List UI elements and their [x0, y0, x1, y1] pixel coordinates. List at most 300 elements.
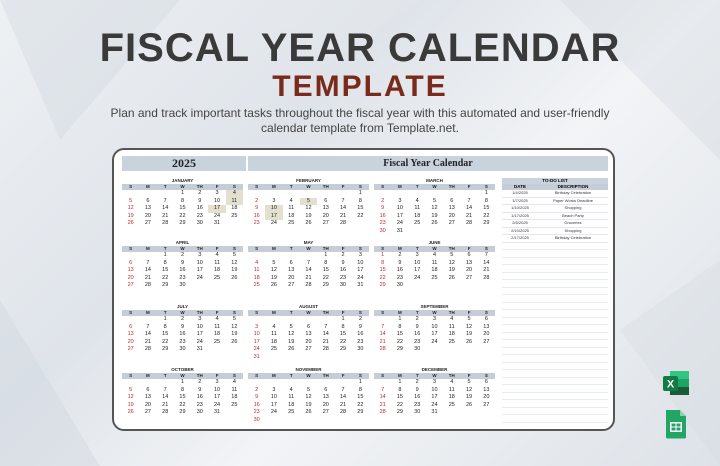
day-cell[interactable]: 13: [483, 386, 490, 393]
day-cell[interactable]: 1: [180, 190, 185, 196]
day-cell[interactable]: 4: [450, 379, 454, 385]
day-cell[interactable]: 12: [305, 205, 312, 211]
day-cell[interactable]: 5: [432, 197, 437, 204]
day-cell[interactable]: 3: [272, 197, 276, 204]
day-cell[interactable]: 8: [484, 197, 488, 204]
day-cell[interactable]: 8: [180, 197, 185, 204]
day-cell[interactable]: 24: [253, 346, 260, 352]
day-cell[interactable]: 21: [379, 401, 386, 408]
day-cell[interactable]: 14: [305, 267, 312, 273]
day-cell[interactable]: 10: [357, 259, 364, 266]
day-cell[interactable]: 20: [127, 338, 134, 345]
day-cell[interactable]: 17: [265, 213, 282, 221]
day-cell[interactable]: 29: [179, 409, 186, 415]
day-cell[interactable]: 22: [483, 212, 490, 219]
day-cell[interactable]: 24: [270, 220, 277, 226]
day-cell[interactable]: 20: [322, 212, 329, 219]
day-cell[interactable]: 19: [127, 212, 134, 219]
day-cell[interactable]: 12: [466, 323, 473, 330]
day-cell[interactable]: 29: [357, 409, 364, 415]
day-cell[interactable]: 18: [270, 338, 277, 345]
day-cell[interactable]: 31: [431, 409, 438, 415]
day-cell[interactable]: 15: [322, 267, 329, 273]
day-cell[interactable]: 21: [144, 274, 151, 281]
todo-empty-row[interactable]: [502, 363, 608, 371]
day-cell[interactable]: 18: [288, 212, 295, 219]
day-cell[interactable]: 2: [180, 316, 185, 322]
day-cell[interactable]: 25: [288, 220, 295, 226]
day-cell[interactable]: 23: [414, 338, 421, 345]
todo-empty-row[interactable]: [502, 355, 608, 363]
day-cell[interactable]: 24: [270, 409, 277, 415]
day-cell[interactable]: 4: [226, 190, 243, 198]
day-cell[interactable]: 21: [483, 267, 490, 273]
day-cell[interactable]: 6: [484, 316, 488, 322]
day-cell[interactable]: 12: [448, 259, 455, 266]
day-cell[interactable]: 10: [196, 323, 203, 330]
day-cell[interactable]: 16: [379, 212, 386, 219]
day-cell[interactable]: 27: [483, 401, 490, 408]
day-cell[interactable]: 26: [466, 338, 473, 345]
todo-empty-row[interactable]: [502, 348, 608, 356]
todo-empty-row[interactable]: [502, 415, 608, 423]
day-cell[interactable]: 15: [162, 331, 169, 337]
day-cell[interactable]: 28: [162, 409, 169, 415]
day-cell[interactable]: 20: [322, 401, 329, 408]
day-cell[interactable]: 6: [306, 323, 311, 330]
day-cell[interactable]: 5: [129, 197, 133, 204]
day-cell[interactable]: 7: [163, 386, 167, 393]
day-cell[interactable]: 13: [127, 267, 134, 273]
day-cell[interactable]: 6: [146, 386, 150, 393]
day-cell[interactable]: 12: [270, 267, 277, 273]
day-cell[interactable]: 25: [270, 346, 277, 352]
day-cell[interactable]: 9: [341, 259, 345, 266]
day-cell[interactable]: 7: [306, 259, 311, 266]
todo-empty-row[interactable]: [502, 333, 608, 341]
day-cell[interactable]: 4: [289, 197, 293, 204]
day-cell[interactable]: 28: [379, 346, 386, 352]
day-cell[interactable]: 8: [163, 259, 167, 266]
day-cell[interactable]: 29: [322, 282, 329, 288]
day-cell[interactable]: 23: [414, 401, 421, 408]
day-cell[interactable]: 9: [358, 323, 362, 330]
day-cell[interactable]: 4: [255, 259, 259, 266]
day-cell[interactable]: 3: [358, 252, 362, 258]
todo-empty-row[interactable]: [502, 378, 608, 386]
day-cell[interactable]: 31: [357, 282, 364, 288]
todo-row[interactable]: [502, 205, 608, 213]
day-cell[interactable]: 9: [180, 259, 185, 266]
day-cell[interactable]: 14: [144, 267, 151, 273]
day-cell[interactable]: 20: [144, 212, 151, 219]
day-cell[interactable]: 8: [381, 259, 385, 266]
day-cell[interactable]: 22: [322, 274, 329, 281]
day-cell[interactable]: 23: [253, 220, 260, 226]
day-cell[interactable]: 17: [196, 267, 203, 273]
day-cell[interactable]: 24: [196, 338, 203, 345]
day-cell[interactable]: 8: [398, 386, 402, 393]
day-cell[interactable]: 18: [448, 331, 455, 337]
day-cell[interactable]: 16: [414, 394, 421, 400]
day-cell[interactable]: 18: [214, 267, 221, 273]
day-cell[interactable]: 11: [231, 386, 238, 393]
day-cell[interactable]: 29: [162, 282, 169, 288]
day-cell[interactable]: 27: [466, 274, 473, 281]
day-cell[interactable]: 26: [288, 346, 295, 352]
day-cell[interactable]: 20: [127, 274, 134, 281]
day-cell[interactable]: 20: [466, 267, 473, 273]
day-cell[interactable]: 25: [214, 274, 221, 281]
day-cell[interactable]: 30: [196, 409, 203, 415]
day-cell[interactable]: 5: [129, 386, 133, 393]
day-cell[interactable]: 23: [253, 409, 260, 415]
day-cell[interactable]: 11: [226, 198, 243, 206]
day-cell[interactable]: 16: [179, 267, 186, 273]
day-cell[interactable]: 19: [231, 331, 238, 337]
day-cell[interactable]: 27: [127, 346, 134, 352]
day-cell[interactable]: 25: [288, 409, 295, 415]
day-cell[interactable]: 29: [396, 409, 403, 415]
day-cell[interactable]: 1: [398, 316, 402, 322]
day-cell[interactable]: 26: [431, 220, 438, 226]
day-cell[interactable]: 24: [196, 274, 203, 281]
day-cell[interactable]: 19: [448, 267, 455, 273]
day-cell[interactable]: 18: [431, 267, 438, 273]
day-cell[interactable]: 19: [466, 394, 473, 400]
day-cell[interactable]: 4: [215, 316, 219, 322]
day-cell[interactable]: 10: [431, 323, 438, 330]
todo-empty-row[interactable]: [502, 325, 608, 333]
day-cell[interactable]: 30: [196, 220, 203, 226]
day-cell[interactable]: 27: [322, 409, 329, 415]
day-cell[interactable]: 8: [341, 323, 345, 330]
day-cell[interactable]: 2: [198, 190, 202, 196]
day-cell[interactable]: 17: [431, 394, 438, 400]
day-cell[interactable]: 17: [270, 401, 277, 408]
todo-empty-row[interactable]: [502, 258, 608, 266]
day-cell[interactable]: 12: [127, 394, 134, 400]
excel-icon[interactable]: [661, 368, 691, 398]
day-cell[interactable]: 19: [270, 274, 277, 281]
day-cell[interactable]: 13: [288, 267, 295, 273]
day-cell[interactable]: 12: [231, 323, 238, 330]
day-cell[interactable]: 27: [483, 338, 490, 345]
todo-empty-row[interactable]: [502, 318, 608, 326]
day-cell[interactable]: 25: [231, 212, 238, 219]
todo-row[interactable]: [502, 190, 608, 198]
day-cell[interactable]: 6: [450, 197, 454, 204]
day-cell[interactable]: 26: [231, 338, 238, 345]
day-cell[interactable]: 12: [288, 331, 295, 337]
day-cell[interactable]: 29: [340, 346, 347, 352]
day-cell[interactable]: 18: [231, 205, 238, 211]
day-cell[interactable]: 23: [179, 274, 186, 281]
day-cell[interactable]: 9: [180, 323, 185, 330]
day-cell[interactable]: 31: [214, 220, 221, 226]
day-cell[interactable]: 13: [448, 205, 455, 211]
todo-empty-row[interactable]: [502, 408, 608, 416]
day-cell[interactable]: 1: [358, 190, 362, 196]
day-cell[interactable]: 7: [484, 252, 488, 258]
day-cell[interactable]: 9: [415, 323, 419, 330]
day-cell[interactable]: 5: [289, 323, 293, 330]
day-cell[interactable]: 23: [357, 338, 364, 345]
day-cell[interactable]: 22: [179, 212, 186, 219]
day-cell[interactable]: 25: [448, 338, 455, 345]
day-cell[interactable]: 10: [214, 386, 221, 393]
day-cell[interactable]: 10: [196, 259, 203, 266]
day-cell[interactable]: 7: [324, 323, 328, 330]
day-cell[interactable]: 1: [324, 252, 328, 258]
day-cell[interactable]: 25: [214, 338, 221, 345]
day-cell[interactable]: 2: [398, 252, 402, 258]
day-cell[interactable]: 11: [448, 323, 455, 330]
day-cell[interactable]: 19: [431, 212, 438, 219]
todo-empty-row[interactable]: [502, 430, 608, 431]
day-cell[interactable]: 25: [431, 274, 438, 281]
day-cell[interactable]: 4: [272, 323, 276, 330]
day-cell[interactable]: 19: [305, 212, 312, 219]
day-cell[interactable]: 22: [396, 401, 403, 408]
day-cell[interactable]: 14: [322, 331, 329, 337]
day-cell[interactable]: 14: [162, 394, 169, 400]
day-cell[interactable]: 20: [144, 401, 151, 408]
day-cell[interactable]: 6: [467, 252, 471, 258]
day-cell[interactable]: 3: [255, 323, 259, 330]
day-cell[interactable]: 21: [162, 212, 169, 219]
day-cell[interactable]: 17: [196, 331, 203, 337]
day-cell[interactable]: 14: [379, 331, 386, 337]
day-cell[interactable]: 27: [144, 220, 151, 226]
day-cell[interactable]: 2: [180, 252, 185, 258]
day-cell[interactable]: 2: [415, 316, 419, 322]
day-cell[interactable]: 28: [144, 346, 151, 352]
day-cell[interactable]: 28: [483, 274, 490, 281]
day-cell[interactable]: 10: [253, 331, 260, 337]
day-cell[interactable]: 22: [179, 401, 186, 408]
day-cell[interactable]: 16: [396, 267, 403, 273]
day-cell[interactable]: 4: [415, 197, 419, 204]
day-cell[interactable]: 25: [253, 282, 260, 288]
day-cell[interactable]: 15: [396, 394, 403, 400]
day-cell[interactable]: 22: [396, 338, 403, 345]
day-cell[interactable]: 28: [305, 282, 312, 288]
day-cell[interactable]: 19: [127, 401, 134, 408]
day-cell[interactable]: 8: [358, 197, 362, 204]
day-cell[interactable]: 19: [305, 401, 312, 408]
day-cell[interactable]: 28: [144, 282, 151, 288]
day-cell[interactable]: 30: [379, 227, 386, 234]
day-cell[interactable]: 28: [340, 409, 347, 415]
day-cell[interactable]: 31: [214, 409, 221, 415]
day-cell[interactable]: 13: [127, 331, 134, 337]
day-cell[interactable]: 30: [179, 282, 186, 288]
day-cell[interactable]: 7: [341, 197, 345, 204]
day-cell[interactable]: 25: [414, 220, 421, 226]
day-cell[interactable]: 11: [414, 205, 421, 211]
day-cell[interactable]: 13: [483, 323, 490, 330]
day-cell[interactable]: 15: [396, 331, 403, 337]
day-cell[interactable]: 23: [196, 401, 203, 408]
day-cell[interactable]: 1: [180, 379, 185, 385]
day-cell[interactable]: 16: [196, 205, 203, 211]
day-cell[interactable]: 14: [466, 205, 473, 211]
day-cell[interactable]: 22: [357, 401, 364, 408]
day-cell[interactable]: 3: [415, 252, 419, 258]
day-cell[interactable]: 30: [414, 409, 421, 415]
day-cell[interactable]: 1: [341, 316, 345, 322]
day-cell[interactable]: 15: [357, 205, 364, 211]
day-cell[interactable]: 30: [179, 346, 186, 352]
day-cell[interactable]: 26: [448, 274, 455, 281]
day-cell[interactable]: 23: [396, 274, 403, 281]
day-cell[interactable]: 3: [215, 379, 219, 385]
day-cell[interactable]: 22: [379, 274, 386, 281]
day-cell[interactable]: 14: [144, 331, 151, 337]
day-cell[interactable]: 7: [341, 386, 345, 393]
day-cell[interactable]: 26: [466, 401, 473, 408]
day-cell[interactable]: 27: [127, 282, 134, 288]
todo-empty-row[interactable]: [502, 370, 608, 378]
todo-empty-row[interactable]: [502, 393, 608, 401]
day-cell[interactable]: 24: [431, 338, 438, 345]
day-cell[interactable]: 16: [196, 394, 203, 400]
day-cell[interactable]: 13: [144, 205, 151, 211]
day-cell[interactable]: 7: [163, 197, 167, 204]
day-cell[interactable]: 17: [253, 338, 260, 345]
day-cell[interactable]: 9: [398, 259, 402, 266]
day-cell[interactable]: 5: [272, 259, 276, 266]
day-cell[interactable]: 7: [146, 259, 150, 266]
day-cell[interactable]: 3: [432, 379, 437, 385]
day-cell[interactable]: 20: [305, 338, 312, 345]
day-cell[interactable]: 15: [357, 394, 364, 400]
day-cell[interactable]: 28: [466, 220, 473, 226]
day-cell[interactable]: 7: [381, 386, 385, 393]
day-cell[interactable]: 7: [467, 197, 471, 204]
day-cell[interactable]: 8: [358, 386, 362, 393]
day-cell[interactable]: 9: [381, 205, 385, 211]
day-cell[interactable]: 24: [214, 212, 221, 219]
day-cell[interactable]: 13: [466, 259, 473, 266]
day-cell[interactable]: 8: [324, 259, 328, 266]
day-cell[interactable]: 11: [288, 394, 295, 400]
day-cell[interactable]: 28: [379, 409, 386, 415]
day-cell[interactable]: 5: [467, 379, 471, 385]
todo-row[interactable]: [502, 198, 608, 206]
day-cell[interactable]: 23: [196, 212, 203, 219]
day-cell[interactable]: 21: [305, 274, 312, 281]
day-cell[interactable]: 8: [163, 323, 167, 330]
day-cell[interactable]: 20: [448, 212, 455, 219]
todo-empty-row[interactable]: [502, 288, 608, 296]
day-cell[interactable]: 2: [358, 316, 362, 322]
day-cell[interactable]: 11: [214, 323, 220, 330]
day-cell[interactable]: 26: [127, 220, 134, 226]
day-cell[interactable]: 15: [379, 267, 386, 273]
day-cell[interactable]: 2: [255, 386, 259, 393]
day-cell[interactable]: 5: [306, 386, 311, 393]
day-cell[interactable]: 27: [448, 220, 455, 226]
todo-row[interactable]: [502, 235, 608, 243]
day-cell[interactable]: 1: [381, 252, 385, 258]
day-cell[interactable]: 22: [340, 338, 347, 345]
day-cell[interactable]: 30: [340, 282, 347, 288]
day-cell[interactable]: 9: [415, 386, 419, 393]
todo-row[interactable]: [502, 213, 608, 221]
todo-empty-row[interactable]: [502, 243, 608, 251]
day-cell[interactable]: 13: [322, 394, 329, 400]
day-cell[interactable]: 15: [179, 394, 186, 400]
todo-empty-row[interactable]: [502, 400, 608, 408]
day-cell[interactable]: 5: [300, 198, 317, 206]
day-cell[interactable]: 16: [340, 267, 347, 273]
day-cell[interactable]: 18: [253, 274, 260, 281]
day-cell[interactable]: 17: [396, 212, 403, 219]
day-cell[interactable]: 1: [484, 190, 488, 196]
day-cell[interactable]: 27: [305, 346, 312, 352]
day-cell[interactable]: 25: [231, 401, 238, 408]
day-cell[interactable]: 30: [253, 416, 260, 423]
day-cell[interactable]: 1: [398, 379, 402, 385]
day-cell[interactable]: 21: [340, 212, 347, 219]
day-cell[interactable]: 29: [396, 346, 403, 352]
day-cell[interactable]: 22: [357, 212, 364, 219]
day-cell[interactable]: 10: [414, 259, 421, 266]
day-cell[interactable]: 15: [162, 267, 169, 273]
day-cell[interactable]: 6: [129, 259, 133, 266]
day-cell[interactable]: 26: [305, 220, 312, 226]
day-cell[interactable]: 14: [483, 259, 490, 266]
day-cell[interactable]: 21: [466, 212, 473, 219]
day-cell[interactable]: 28: [162, 220, 169, 226]
day-cell[interactable]: 29: [379, 282, 386, 288]
day-cell[interactable]: 21: [144, 338, 151, 345]
day-cell[interactable]: 9: [198, 197, 202, 204]
day-cell[interactable]: 17: [357, 267, 364, 273]
day-cell[interactable]: 24: [431, 401, 438, 408]
day-cell[interactable]: 19: [288, 338, 295, 345]
day-cell[interactable]: 10: [270, 394, 277, 400]
day-cell[interactable]: 27: [288, 282, 295, 288]
todo-empty-row[interactable]: [502, 280, 608, 288]
day-cell[interactable]: 3: [198, 252, 202, 258]
day-cell[interactable]: 22: [162, 338, 169, 345]
day-cell[interactable]: 20: [483, 394, 490, 400]
todo-empty-row[interactable]: [502, 265, 608, 273]
day-cell[interactable]: 5: [232, 316, 236, 322]
day-cell[interactable]: 30: [396, 282, 403, 288]
day-cell[interactable]: 11: [431, 259, 438, 266]
day-cell[interactable]: 3: [198, 316, 202, 322]
day-cell[interactable]: 20: [483, 331, 490, 337]
todo-empty-row[interactable]: [502, 303, 608, 311]
day-cell[interactable]: 6: [146, 197, 150, 204]
todo-empty-row[interactable]: [502, 385, 608, 393]
day-cell[interactable]: 4: [215, 252, 219, 258]
day-cell[interactable]: 6: [484, 379, 488, 385]
todo-empty-row[interactable]: [502, 273, 608, 281]
day-cell[interactable]: 14: [340, 205, 347, 211]
day-cell[interactable]: 3: [272, 386, 276, 393]
day-cell[interactable]: 6: [129, 323, 133, 330]
day-cell[interactable]: 18: [414, 212, 421, 219]
day-cell[interactable]: 19: [466, 331, 473, 337]
day-cell[interactable]: 4: [232, 379, 236, 385]
day-cell[interactable]: 26: [270, 282, 277, 288]
day-cell[interactable]: 24: [414, 274, 421, 281]
